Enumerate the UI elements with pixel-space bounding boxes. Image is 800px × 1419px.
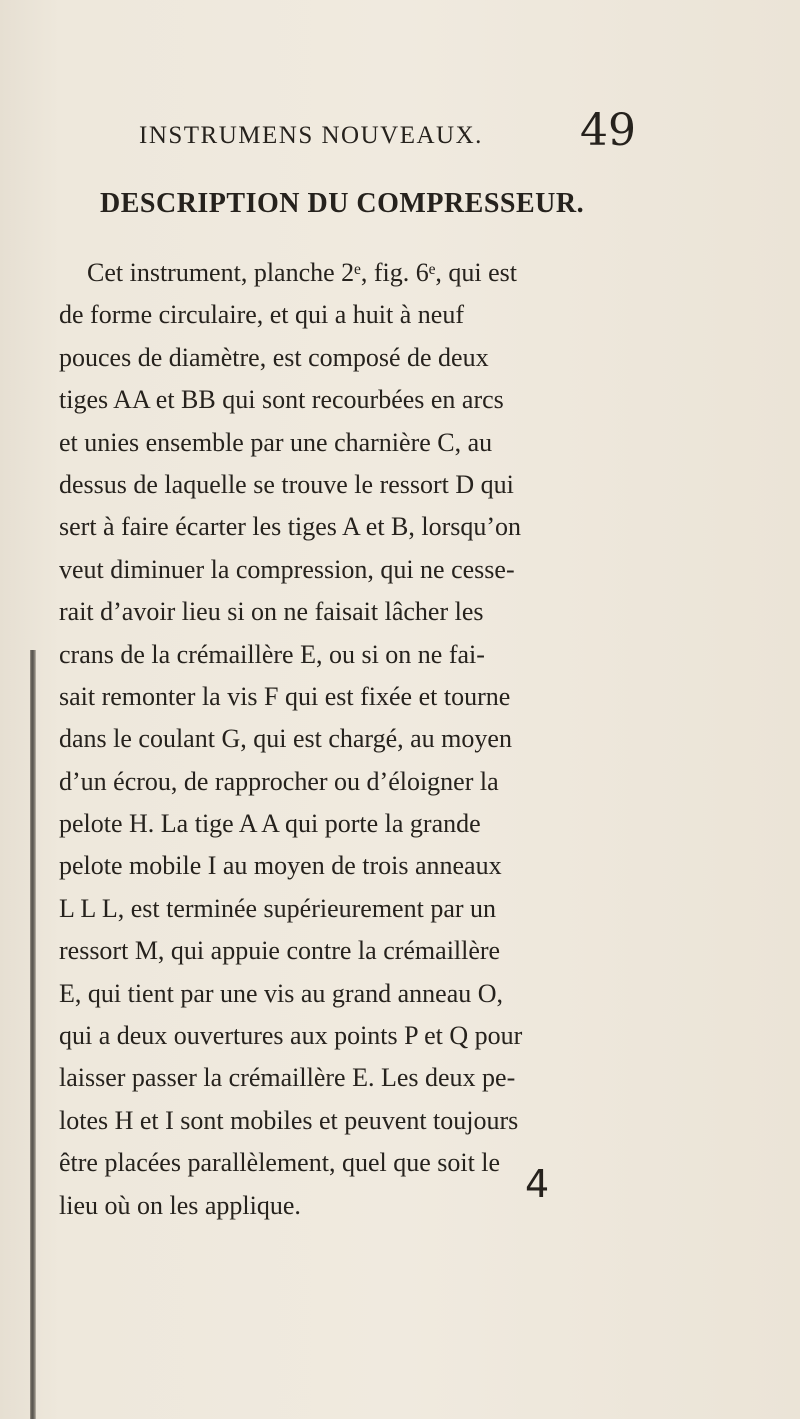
section-heading: DESCRIPTION DU COMPRESSEUR. (100, 188, 585, 219)
text-line: sait remonter la vis F qui est fixée et tourne (59, 681, 511, 711)
text-line: lieu où on les applique. (59, 1190, 301, 1220)
text-line: Cet instrument, planche 2ᵉ, fig. 6ᵉ, qui est (87, 258, 517, 287)
running-title: INSTRUMENS NOUVEAUX. (139, 122, 483, 149)
text-line: tiges AA et BB qui sont recourbées en arcs (59, 385, 504, 415)
text-line: lotes H et I sont mobiles et peuvent toujours (59, 1105, 519, 1135)
running-head (0, 105, 800, 165)
text-line: rait d’avoir lieu si on ne faisait lâcher les (59, 597, 484, 627)
text-line: dessus de laquelle se trouve le ressort D qui (59, 469, 514, 499)
text-line: qui a deux ouvertures aux points P et Q pour (59, 1021, 523, 1051)
text-line: d’un écrou, de rapprocher ou d’éloigner la (59, 766, 499, 796)
text-line: laisser passer la crémaillère E. Les deux pe- (59, 1063, 516, 1093)
binding-edge (30, 650, 36, 1419)
text-line: dans le coulant G, qui est chargé, au moyen (59, 724, 512, 754)
text-line: de forme circulaire, et qui a huit à neuf (59, 300, 464, 330)
text-line: être placées parallèlement, quel que soit le (59, 1148, 501, 1178)
text-line: pelote H. La tige A A qui porte la grande (59, 809, 481, 839)
text-line: pelote mobile I au moyen de trois anneaux (59, 851, 502, 881)
text-line: E, qui tient par une vis au grand anneau O, (59, 978, 504, 1008)
text-line: veut diminuer la compression, qui ne cesse- (59, 554, 515, 584)
text-line: et unies ensemble par une charnière C, au (59, 427, 493, 457)
text-line: L L L, est terminée supérieurement par un (59, 893, 497, 923)
text-line: pouces de diamètre, est composé de deux (59, 342, 489, 372)
signature-mark: 4 (525, 1162, 550, 1206)
body-text (59, 252, 739, 1227)
text-line: ressort M, qui appuie contre la crémaillère (59, 936, 501, 966)
text-line: crans de la crémaillère E, ou si on ne fai- (59, 639, 485, 669)
text-line: sert à faire écarter les tiges A et B, lorsqu’on (59, 512, 522, 542)
page-number: 49 (580, 105, 636, 156)
